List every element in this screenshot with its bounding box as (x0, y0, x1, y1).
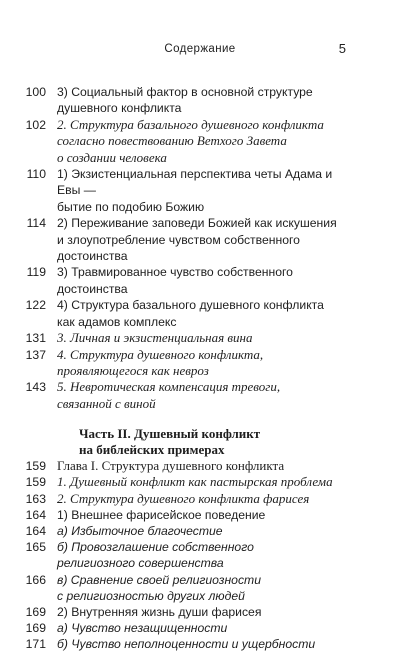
toc-line (0, 458, 400, 474)
toc-entry-title: религиозного совершенства (57, 556, 224, 571)
toc-entry-title: 1. Душевный конфликт как пастырская проблема (57, 474, 333, 490)
toc-entry-title: в) Сравнение своей религиозности (57, 572, 261, 587)
toc-line (0, 166, 400, 199)
toc-page-number: 165 (25, 540, 46, 555)
toc-page-spacer (0, 396, 57, 412)
toc-entry-title: а) Чувство незащищенности (57, 621, 228, 636)
toc-entry-title: бытие по подобию Божию (57, 199, 205, 214)
toc-page-number: 102 (25, 117, 46, 132)
toc-section-part2 (0, 458, 400, 652)
toc-entry-title: б) Провозглашение собственного (57, 540, 254, 555)
toc-line (0, 150, 400, 166)
toc-page-number: 122 (25, 298, 46, 313)
toc-line (0, 555, 400, 571)
toc-entry-title: 5. Невротическая компенсация тревоги, (57, 379, 281, 395)
toc-page-spacer (0, 588, 57, 604)
toc-page-number: 100 (25, 85, 46, 99)
toc-page-number: 119 (26, 265, 46, 280)
toc-entry-title: 1) Внешнее фарисейское поведение (57, 507, 266, 522)
toc-line (0, 507, 400, 523)
toc-page-spacer (0, 363, 57, 379)
toc-entry (0, 491, 400, 507)
toc-entry (0, 507, 400, 523)
toc-line (0, 636, 400, 652)
toc-line (0, 232, 400, 265)
toc-entry (0, 523, 400, 539)
running-title: Содержание (164, 43, 236, 55)
toc-line (0, 604, 400, 620)
toc-entry (0, 166, 400, 215)
toc-page-number: 159 (25, 475, 46, 490)
toc-page-number: 164 (25, 523, 46, 538)
page-header (0, 43, 400, 63)
toc-entry-title: 2. Структура базального душевного конфликта (57, 116, 324, 132)
toc-page-spacer (0, 232, 57, 265)
toc-entry-title: как адамов комплекс (57, 314, 177, 329)
toc-page-number: 131 (25, 331, 46, 346)
toc-line (0, 539, 400, 555)
toc-page-number: 169 (25, 604, 46, 619)
part-heading-line: Часть II. Душевный конфликт (79, 426, 261, 442)
toc-entry-title: 1) Экзистенциальная перспектива четы Адама и Евы — (57, 167, 333, 198)
toc-line (0, 523, 400, 539)
toc-page-spacer (0, 100, 57, 116)
toc-entry-title: с религиозностью других людей (57, 588, 245, 603)
toc-entry (0, 379, 400, 412)
toc-entry-title: Глава I. Структура душевного конфликта (57, 458, 285, 474)
toc-entry (0, 215, 400, 264)
toc-line (0, 264, 400, 297)
toc-entry-title: 4) Структура базального душевного конфликта (57, 298, 324, 313)
toc-line (0, 84, 400, 100)
toc-page-number: 164 (25, 507, 46, 522)
toc-entry-title: б) Чувство неполноценности и ущербности (57, 637, 316, 652)
toc-line (0, 572, 400, 588)
toc-line (0, 379, 400, 395)
toc-line (0, 363, 400, 379)
toc-line (0, 330, 400, 346)
toc-page-number: 169 (25, 621, 46, 636)
toc-page-number: 110 (26, 167, 46, 182)
toc-entry-title: проявляющегося как невроз (57, 362, 209, 378)
toc-entry (0, 572, 400, 604)
toc-line (0, 199, 400, 215)
toc-page-spacer (0, 555, 57, 571)
toc-entry-title: а) Избыточное благочестие (57, 523, 223, 538)
toc-entry (0, 297, 400, 330)
toc-line (0, 100, 400, 116)
toc-entry-title: душевного конфликта (57, 101, 182, 116)
part-heading (0, 426, 400, 458)
toc-page-number: 114 (26, 216, 46, 231)
toc-page-number: 137 (25, 347, 46, 362)
toc-entry-title: о создании человека (57, 149, 167, 165)
toc-entry (0, 539, 400, 571)
toc-entry-title: 2) Переживание заповеди Божией как искушения (57, 216, 337, 231)
toc-page-number: 163 (25, 491, 46, 506)
toc-line (0, 620, 400, 636)
toc-page-number: 171 (25, 637, 46, 652)
toc-line (0, 347, 400, 363)
toc-entry-title: 4. Структура душевного конфликта, (57, 346, 264, 362)
toc-entry-title: 3) Травмированное чувство собственного достоинства (57, 265, 293, 296)
toc-entry-title: согласно повествованию Ветхого Завета (57, 133, 287, 149)
toc-page-spacer (0, 314, 57, 330)
toc-page-spacer (0, 199, 57, 215)
toc-line (0, 491, 400, 507)
toc-entry (0, 636, 400, 652)
toc-line (0, 588, 400, 604)
toc-entry-title: связанной с виной (57, 395, 156, 411)
toc-line (0, 297, 400, 313)
part-heading-line: на библейских примерах (79, 442, 225, 458)
toc-entry-title: 2. Структура душевного конфликта фарисея (57, 490, 310, 506)
toc-page-number: 166 (25, 572, 46, 587)
toc-entry (0, 474, 400, 490)
toc-line (0, 133, 400, 149)
toc-entry (0, 620, 400, 636)
toc-entry (0, 604, 400, 620)
toc-entry-title: 2) Внутренняя жизнь души фарисея (57, 604, 262, 619)
toc-entry (0, 458, 400, 474)
table-of-contents (0, 84, 400, 653)
page-number: 5 (338, 41, 346, 56)
toc-entry-title: 3. Личная и экзистенциальная вина (57, 330, 253, 346)
toc-line (0, 117, 400, 133)
toc-entry (0, 117, 400, 166)
toc-entry-title: и злоупотребление чувством собственного достоинства (57, 232, 300, 264)
toc-line (0, 215, 400, 231)
toc-entry (0, 264, 400, 297)
toc-section-part1 (0, 84, 400, 412)
toc-entry (0, 330, 400, 346)
toc-entry (0, 84, 400, 117)
toc-line (0, 396, 400, 412)
toc-page-spacer (0, 150, 57, 166)
toc-entry (0, 347, 400, 380)
toc-line (0, 314, 400, 330)
toc-line (0, 474, 400, 490)
toc-page-spacer (0, 133, 57, 149)
toc-page-number: 143 (25, 380, 46, 395)
toc-entry-title: 3) Социальный фактор в основной структуре (57, 85, 313, 99)
toc-page-number: 159 (25, 459, 46, 474)
